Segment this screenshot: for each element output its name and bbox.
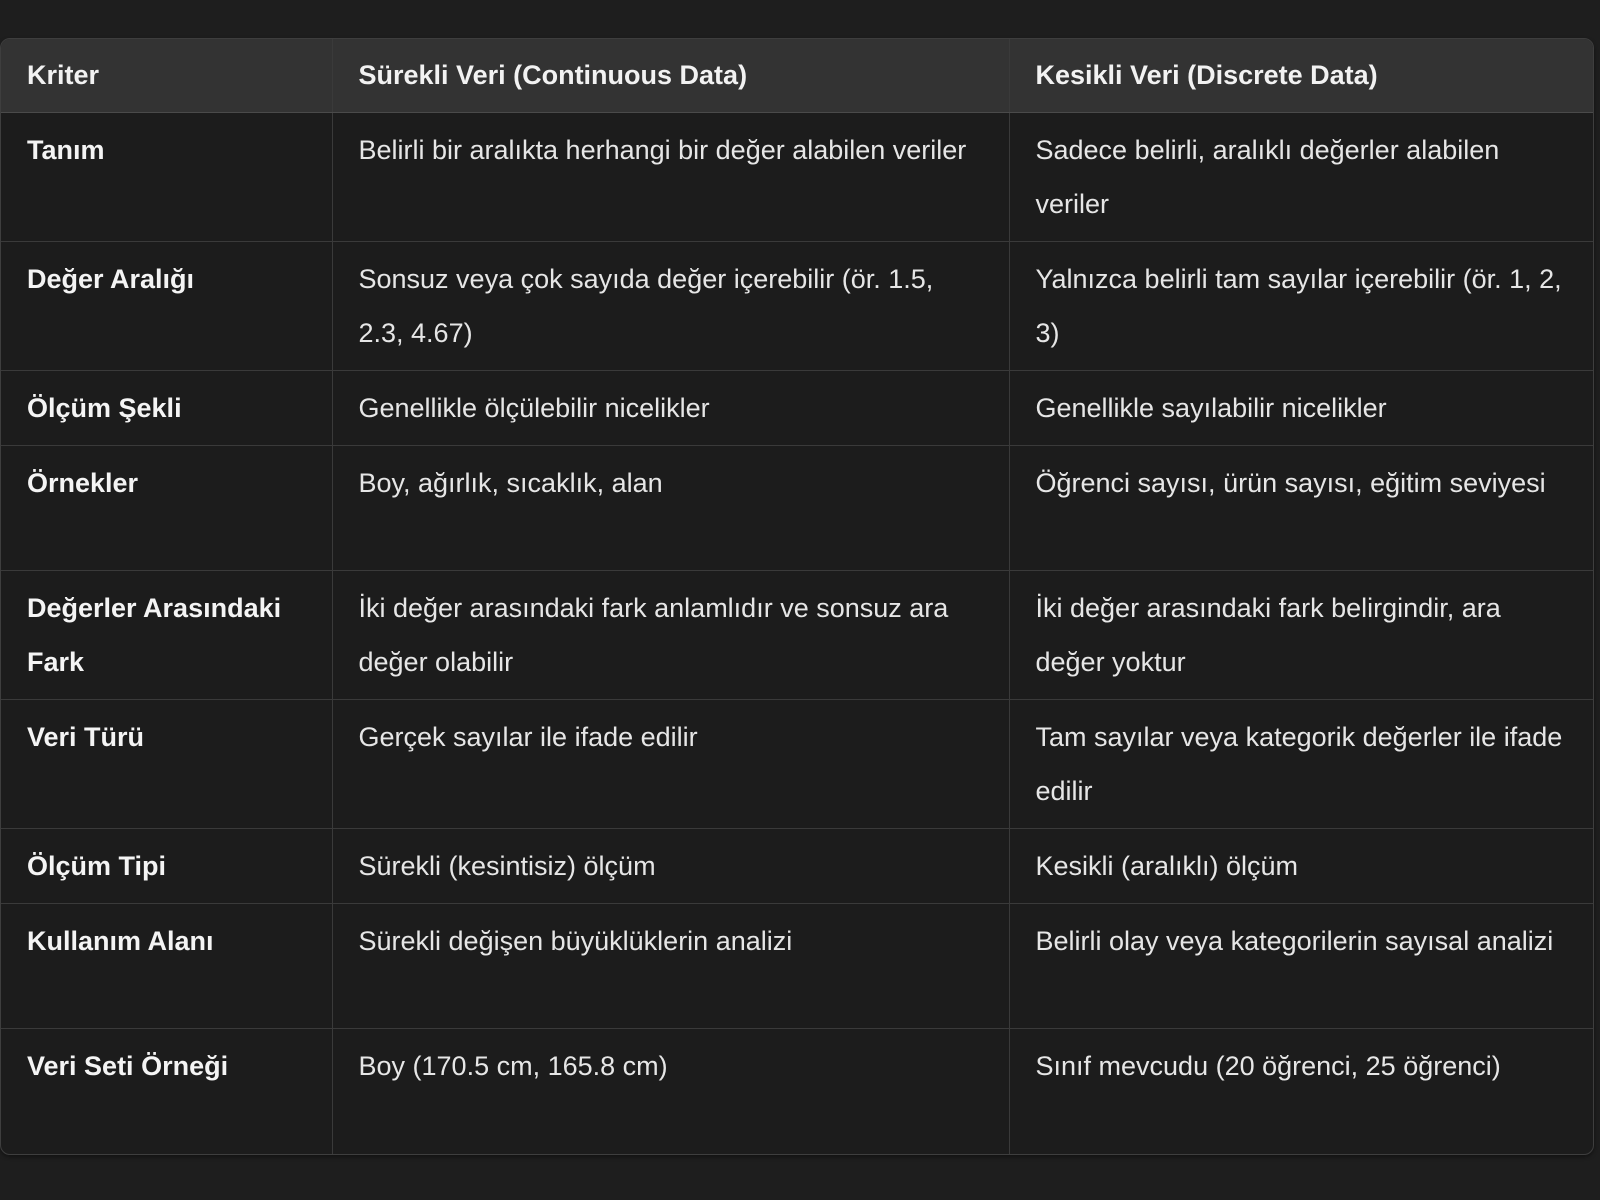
row-discrete: Yalnızca belirli tam sayılar içerebilir (ör. 1, 2, 3) — [1009, 242, 1593, 371]
table-row — [1, 113, 1593, 242]
row-continuous: Sonsuz veya çok sayıda değer içerebilir (ör. 1.5, 2.3, 4.67) — [332, 242, 1009, 371]
table-row — [1, 371, 1593, 446]
table-row — [1, 242, 1593, 371]
comparison-table-container — [0, 38, 1594, 1155]
row-criterion: Kullanım Alanı — [1, 904, 332, 1029]
header-discrete: Kesikli Veri (Discrete Data) — [1009, 39, 1593, 113]
row-continuous: Sürekli (kesintisiz) ölçüm — [332, 829, 1009, 904]
table-row — [1, 904, 1593, 1029]
row-criterion: Veri Türü — [1, 700, 332, 829]
row-criterion: Ölçüm Tipi — [1, 829, 332, 904]
row-discrete: Sadece belirli, aralıklı değerler alabilen veriler — [1009, 113, 1593, 242]
row-continuous: İki değer arasındaki fark anlamlıdır ve sonsuz ara değer olabilir — [332, 571, 1009, 700]
row-discrete: Kesikli (aralıklı) ölçüm — [1009, 829, 1593, 904]
row-discrete: Tam sayılar veya kategorik değerler ile ifade edilir — [1009, 700, 1593, 829]
row-continuous: Gerçek sayılar ile ifade edilir — [332, 700, 1009, 829]
row-discrete: Belirli olay veya kategorilerin sayısal analizi — [1009, 904, 1593, 1029]
table-header-row — [1, 39, 1593, 113]
row-discrete: İki değer arasındaki fark belirgindir, ara değer yoktur — [1009, 571, 1593, 700]
row-criterion: Ölçüm Şekli — [1, 371, 332, 446]
row-criterion: Tanım — [27, 135, 105, 165]
row-discrete: Genellikle sayılabilir nicelikler — [1009, 371, 1593, 446]
row-continuous: Boy (170.5 cm, 165.8 cm) — [332, 1029, 1009, 1154]
row-criterion: Veri Seti Örneği — [1, 1029, 332, 1154]
row-criterion: Örnekler — [1, 446, 332, 571]
table-row — [1, 571, 1593, 700]
header-continuous: Sürekli Veri (Continuous Data) — [332, 39, 1009, 113]
row-continuous: Belirli bir aralıkta herhangi bir değer alabilen veriler — [332, 113, 1009, 242]
table-row — [1, 446, 1593, 571]
table-row — [1, 700, 1593, 829]
row-criterion: Değer Aralığı — [1, 242, 332, 371]
row-criterion: Değerler Arasındaki Fark — [1, 571, 332, 700]
row-continuous: Boy, ağırlık, sıcaklık, alan — [332, 446, 1009, 571]
header-criterion: Kriter — [1, 39, 332, 113]
table-row — [1, 1029, 1593, 1154]
comparison-table — [1, 39, 1593, 1154]
row-continuous: Sürekli değişen büyüklüklerin analizi — [332, 904, 1009, 1029]
row-discrete: Öğrenci sayısı, ürün sayısı, eğitim seviyesi — [1009, 446, 1593, 571]
row-discrete: Sınıf mevcudu (20 öğrenci, 25 öğrenci) — [1009, 1029, 1593, 1154]
row-continuous: Genellikle ölçülebilir nicelikler — [332, 371, 1009, 446]
table-row — [1, 829, 1593, 904]
